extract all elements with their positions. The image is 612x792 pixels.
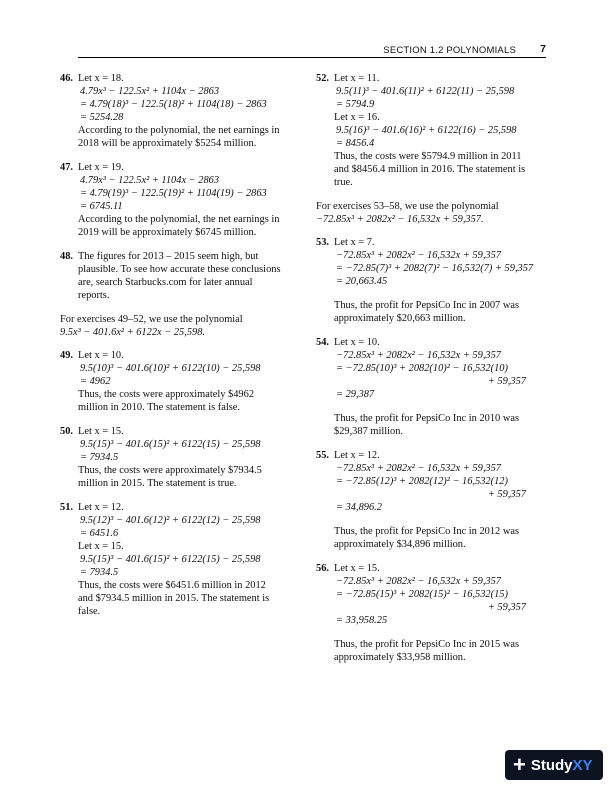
exercise-52 [316,72,544,189]
plus-icon: + [513,752,526,777]
spacer [334,627,544,638]
equation-line: 9.5(11)³ − 401.6(11)² + 6122(11) − 25,598 [336,86,515,97]
exercise-46 [60,72,288,150]
exercise-49 [60,349,288,414]
exercise-number: 48. [60,251,73,262]
intro-polynomial: −72.85x³ + 2082x² − 16,532x + 59,357. [316,214,484,225]
equation-line: = 29,387 [336,389,375,400]
spacer [334,514,544,525]
equation-line: 9.5(16)³ − 401.6(16)² + 6122(16) − 25,598 [336,125,517,136]
text-line: plausible. To see how accurate these conclusions [78,264,281,275]
text-line: approximately $34,896 million. [334,539,466,550]
text-line: reports. [78,290,110,301]
exercise-53 [316,236,544,325]
text-line: Let x = 19. [78,162,124,173]
exercise-51 [60,501,288,618]
exercise-48 [60,250,288,302]
equation-line: + 59,357 [487,376,526,387]
text-line: approximately $20,663 million. [334,313,466,324]
text-line: Thus, the costs were approximately $7934.5 [78,465,262,476]
text-line: and $8456.4 million in 2016. The statement is [334,164,526,175]
page-number: 7 [540,43,546,55]
text-line: Thus, the profit for PepsiCo Inc in 2015 was [334,639,519,650]
text-line: Thus, the costs were $5794.9 million in 2011 [334,151,522,162]
equation-line: = −72.85(15)³ + 2082(15)² − 16,532(15) [336,589,508,600]
exercise-number: 50. [60,426,73,437]
text-line: Let x = 12. [78,502,124,513]
text-line: million in 2015. The statement is true. [78,478,237,489]
exercise-number: 47. [60,162,73,173]
text-line: Thus, the profit for PepsiCo Inc in 2012 was [334,526,519,537]
equation-line: = 6451.6 [80,528,119,539]
intro-polynomial: 9.5x³ − 401.6x² + 6122x − 25,598. [60,327,206,338]
text-line: Let x = 15. [78,541,124,552]
logo-xy: XY [572,756,593,774]
spacer [334,288,544,299]
equation-line: 9.5(10)³ − 401.6(10)² + 6122(10) − 25,598 [80,363,261,374]
text-line: false. [78,606,101,617]
exercise-number: 52. [316,73,329,84]
exercise-number: 54. [316,337,329,348]
equation-line: = 4962 [80,376,111,387]
text-line: 2018 will be approximately $5254 million. [78,138,257,149]
text-line: and $7934.5 million in 2015. The statement is [78,593,270,604]
text-line: $29,387 million. [334,426,403,437]
equation-line: = 34,896.2 [336,502,382,513]
exercise-50 [60,425,288,490]
equation-line: = 5794.9 [336,99,375,110]
text-line: According to the polynomial, the net earnings in [78,214,280,225]
text-line: Let x = 16. [334,112,380,123]
intro-text: For exercises 49–52, we use the polynomial [60,314,243,325]
text-line: million in 2010. The statement is false. [78,402,240,413]
equation-line: = 8456.4 [336,138,375,149]
text-line: are, search Starbucks.com for later annual [78,277,253,288]
text-line: Thus, the profit for PepsiCo Inc in 2010 was [334,413,519,424]
equation-line: = −72.85(7)³ + 2082(7)² − 16,532(7) + 59,357 [336,263,534,274]
text-line: Let x = 10. [78,350,124,361]
equation-line: 4.79x³ − 122.5x² + 1104x − 2863 [80,175,220,186]
exercise-number: 46. [60,73,73,84]
exercise-intro-53-58 [316,200,544,226]
exercise-47 [60,161,288,239]
exercise-54 [316,336,544,438]
exercise-number: 53. [316,237,329,248]
equation-line: = −72.85(10)³ + 2082(10)² − 16,532(10) [336,363,508,374]
equation-line: = 4.79(18)³ − 122.5(18)² + 1104(18) − 2863 [80,99,267,110]
spacer [334,401,544,412]
text-line: Let x = 15. [334,563,380,574]
text-line: Let x = 12. [334,450,380,461]
equation-line: = 20,663.45 [336,276,388,287]
text-line: Let x = 7. [334,237,375,248]
section-title: SECTION 1.2 POLYNOMIALS [383,45,516,56]
equation-line: = 7934.5 [80,452,119,463]
equation-line: 9.5(15)³ − 401.6(15)² + 6122(15) − 25,598 [80,439,261,450]
exercise-number: 49. [60,350,73,361]
text-line: Thus, the profit for PepsiCo Inc in 2007 was [334,300,519,311]
equation-line: = 33,958.25 [336,615,388,626]
text-line: approximately $33,958 million. [334,652,466,663]
text-line: Let x = 18. [78,73,124,84]
equation-line: −72.85x³ + 2082x² − 16,532x + 59,357 [336,576,502,587]
equation-line: 9.5(15)³ − 401.6(15)² + 6122(15) − 25,598 [80,554,261,565]
text-line: The figures for 2013 – 2015 seem high, but [78,251,259,262]
left-column [60,72,288,629]
text-line: Thus, the costs were $6451.6 million in 2012 [78,580,266,591]
text-line: Thus, the costs were approximately $4962 [78,389,255,400]
exercise-number: 55. [316,450,329,461]
text-line: Let x = 15. [78,426,124,437]
exercise-55 [316,449,544,551]
studyxy-logo[interactable] [505,750,603,780]
equation-line: = 6745.11 [80,201,123,212]
equation-line: −72.85x³ + 2082x² − 16,532x + 59,357 [336,250,502,261]
text-line: 2019 will be approximately $6745 million. [78,227,257,238]
logo-study: Study [530,756,573,774]
page-header [78,44,546,58]
equation-line: = −72.85(12)³ + 2082(12)² − 16,532(12) [336,476,508,487]
exercise-56 [316,562,544,664]
exercise-number: 51. [60,502,73,513]
right-column [316,72,544,675]
equation-line: −72.85x³ + 2082x² − 16,532x + 59,357 [336,350,502,361]
logo-text [530,756,593,774]
equation-line: = 4.79(19)³ − 122.5(19)² + 1104(19) − 2863 [80,188,267,199]
equation-line: + 59,357 [487,489,526,500]
text-line: Let x = 11. [334,73,380,84]
exercise-number: 56. [316,563,329,574]
text-line: Let x = 10. [334,337,380,348]
equation-line: −72.85x³ + 2082x² − 16,532x + 59,357 [336,463,502,474]
equation-line: 4.79x³ − 122.5x² + 1104x − 2863 [80,86,220,97]
equation-line: = 5254.28 [80,112,124,123]
exercise-intro-49-52 [60,313,288,339]
equation-line: + 59,357 [487,602,526,613]
equation-line: = 7934.5 [80,567,119,578]
intro-text: For exercises 53–58, we use the polynomial [316,201,499,212]
equation-line: 9.5(12)³ − 401.6(12)² + 6122(12) − 25,598 [80,515,261,526]
text-line: true. [334,177,353,188]
text-line: According to the polynomial, the net earnings in [78,125,280,136]
